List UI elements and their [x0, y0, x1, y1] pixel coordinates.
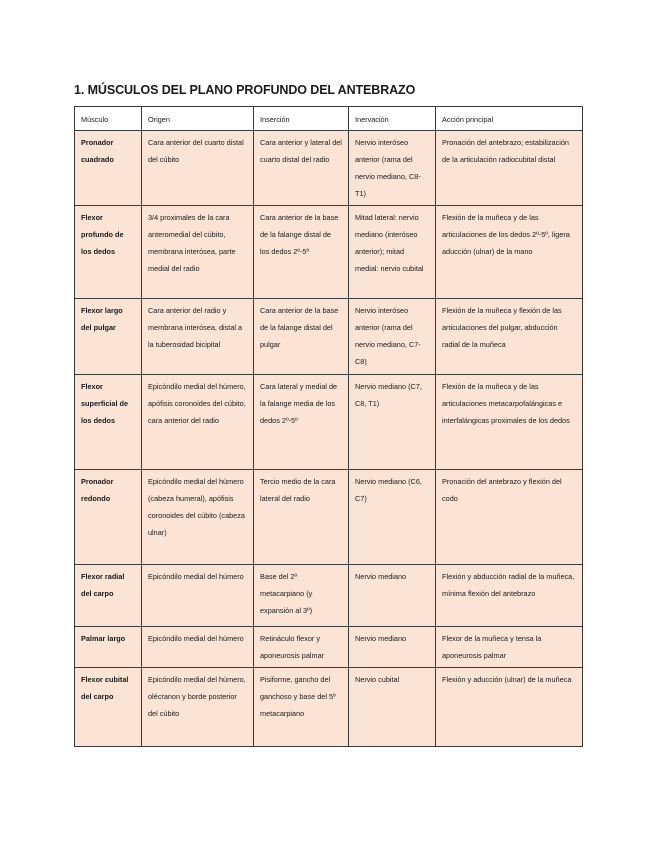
cell-origen: Epicóndilo medial del húmero [142, 565, 254, 627]
cell-inervacion: Nervio mediano [349, 565, 436, 627]
cell-insercion: Cara anterior de la base de la falange distal del pulgar [254, 299, 349, 375]
cell-inervacion: Nervio interóseo anterior (rama del nervio mediano, C8-T1) [349, 131, 436, 206]
cell-accion: Pronación del antebrazo; estabilización de la articulación radiocubital distal [436, 131, 583, 206]
cell-accion: Pronación del antebrazo y flexión del codo [436, 470, 583, 565]
cell-musculo: Flexor cubital del carpo [75, 668, 142, 747]
cell-musculo: Flexor superficial de los dedos [75, 375, 142, 470]
cell-insercion: Cara lateral y medial de la falange media de los dedos 2º-5º [254, 375, 349, 470]
cell-musculo: Flexor profundo de los dedos [75, 206, 142, 299]
table-row [75, 206, 583, 299]
table-row [75, 470, 583, 565]
cell-inervacion: Nervio mediano (C6, C7) [349, 470, 436, 565]
table-row [75, 131, 583, 206]
cell-origen: Epicóndilo medial del húmero (cabeza humeral), apófisis coronoides del cúbito (cabeza ulnar) [142, 470, 254, 565]
cell-origen: Cara anterior del cuarto distal del cúbito [142, 131, 254, 206]
cell-origen: Cara anterior del radio y membrana interósea, distal a la tuberosidad bicipital [142, 299, 254, 375]
cell-insercion: Cara anterior de la base de la falange distal de los dedos 2º-5º [254, 206, 349, 299]
cell-insercion: Pisiforme, gancho del ganchoso y base del 5º metacarpiano [254, 668, 349, 747]
cell-accion: Flexión y aducción (ulnar) de la muñeca [436, 668, 583, 747]
cell-origen: 3/4 proximales de la cara anteromedial del cúbito, membrana interósea, parte medial del radio [142, 206, 254, 299]
cell-inervacion: Nervio mediano (C7, C8, T1) [349, 375, 436, 470]
table-header-row [75, 107, 583, 131]
cell-musculo: Flexor radial del carpo [75, 565, 142, 627]
cell-musculo: Pronador cuadrado [75, 131, 142, 206]
cell-accion: Flexión de la muñeca y flexión de las articulaciones del pulgar, abducción radial de la muñeca [436, 299, 583, 375]
cell-accion: Flexión y abducción radial de la muñeca, mínima flexión del antebrazo [436, 565, 583, 627]
cell-origen: Epicóndilo medial del húmero, apófisis coronoides del cúbito, cara anterior del radio [142, 375, 254, 470]
muscle-table [74, 106, 583, 747]
column-header-inervacion: Inervación [349, 107, 436, 131]
cell-insercion: Retináculo flexor y aponeurosis palmar [254, 627, 349, 668]
cell-inervacion: Mitad lateral: nervio mediano (interóseo anterior); mitad medial: nervio cubital [349, 206, 436, 299]
cell-musculo: Flexor largo del pulgar [75, 299, 142, 375]
cell-accion: Flexor de la muñeca y tensa la aponeurosis palmar [436, 627, 583, 668]
column-header-accion: Acción principal [436, 107, 583, 131]
table-row [75, 299, 583, 375]
cell-accion: Flexión de la muñeca y de las articulaciones de los dedos 2º-5º, ligera aducción (ulnar) de la mano [436, 206, 583, 299]
column-header-origen: Origen [142, 107, 254, 131]
cell-inervacion: Nervio mediano [349, 627, 436, 668]
page-title: 1. MÚSCULOS DEL PLANO PROFUNDO DEL ANTEBRAZO [74, 83, 416, 97]
column-header-insercion: Inserción [254, 107, 349, 131]
cell-inervacion: Nervio cubital [349, 668, 436, 747]
cell-insercion: Base del 2º metacarpiano (y expansión al 3º) [254, 565, 349, 627]
column-header-musculo: Músculo [75, 107, 142, 131]
cell-origen: Epicóndilo medial del húmero, olécranon y borde posterior del cúbito [142, 668, 254, 747]
cell-inervacion: Nervio interóseo anterior (rama del nervio mediano, C7-C8) [349, 299, 436, 375]
table-row [75, 565, 583, 627]
cell-accion: Flexión de la muñeca y de las articulaciones metacarpofalángicas e interfalángicas proximales de los dedos [436, 375, 583, 470]
table-row [75, 668, 583, 747]
cell-insercion: Cara anterior y lateral del cuarto distal del radio [254, 131, 349, 206]
cell-musculo: Palmar largo [75, 627, 142, 668]
cell-musculo: Pronador redondo [75, 470, 142, 565]
cell-insercion: Tercio medio de la cara lateral del radio [254, 470, 349, 565]
table-row [75, 627, 583, 668]
table-row [75, 375, 583, 470]
cell-origen: Epicóndilo medial del húmero [142, 627, 254, 668]
